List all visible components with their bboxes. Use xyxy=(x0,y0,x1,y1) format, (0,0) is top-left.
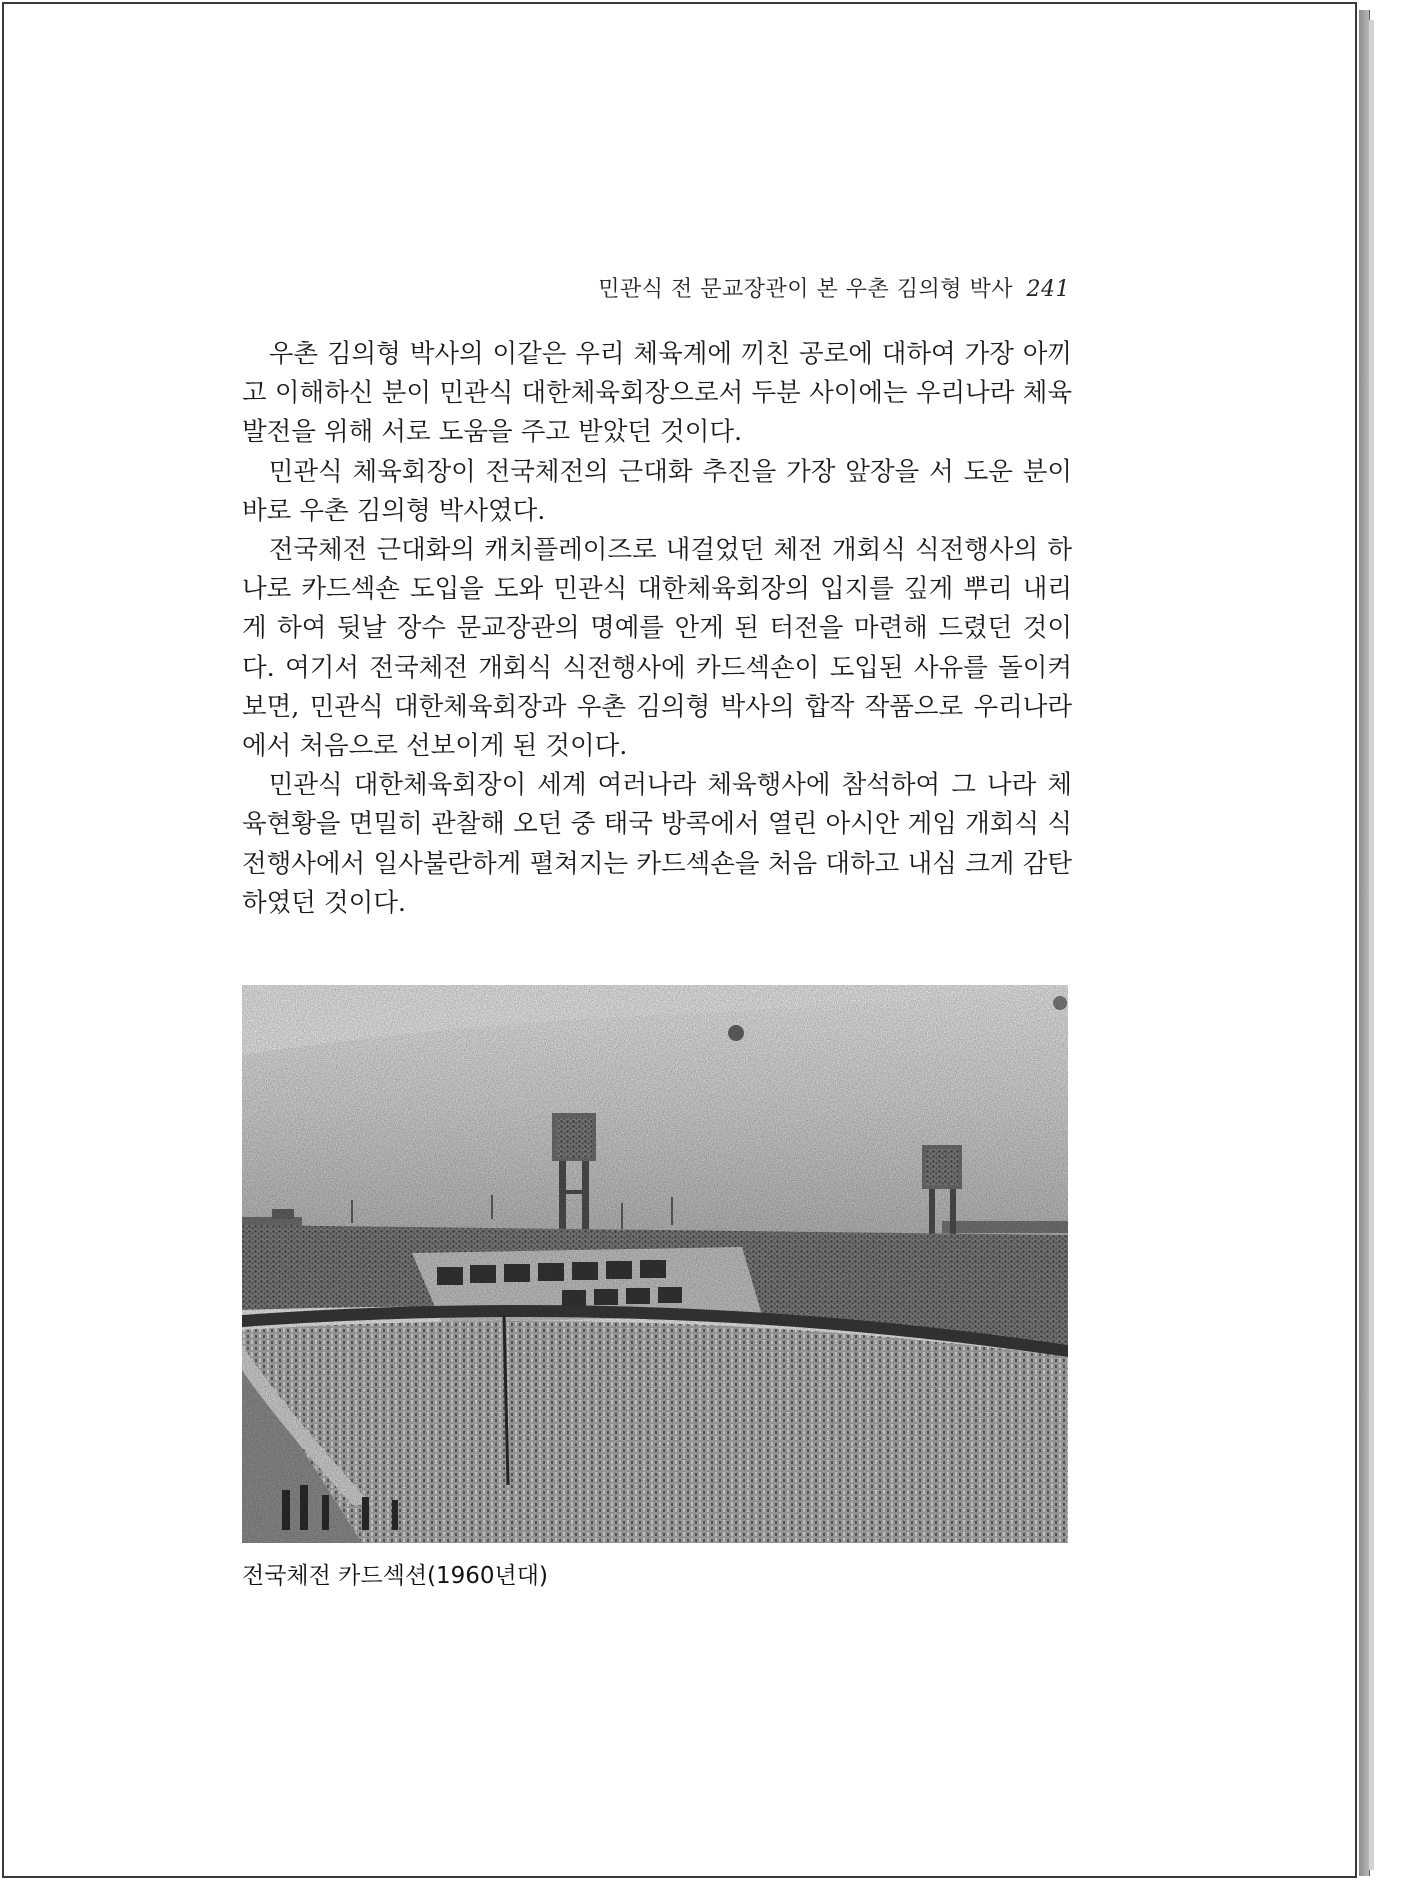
page-number: 241 xyxy=(1026,277,1070,302)
paragraph: 우촌 김의형 박사의 이같은 우리 체육계에 끼친 공로에 대하여 가장 아끼고 이해하신 분이 민관식 대한체육회장으로서 두분 사이에는 우리나라 체육발전을 위해 서로 도움을 주고 받았던 것이다. xyxy=(242,339,1072,448)
body-text xyxy=(242,335,1072,923)
paragraph: 민관식 체육회장이 전국체전의 근대화 추진을 가장 앞장을 서 도운 분이 바로 우촌 김의형 박사였다. xyxy=(242,456,1072,526)
stadium-card-section-photo xyxy=(242,985,1068,1543)
page-stack-edge-inner xyxy=(1369,20,1374,1870)
running-head-title: 민관식 전 문교장관이 본 우촌 김의형 박사 xyxy=(598,277,1013,302)
paragraph: 민관식 대한체육회장이 세계 여러나라 체육행사에 참석하여 그 나라 체육현황을 면밀히 관찰해 오던 중 태국 방콕에서 열린 아시안 게임 개회식 식전행사에서 일사불란하게 펼쳐지는 카드섹숀을 처음 대하고 내심 크게 감탄하였던 것이다. xyxy=(242,770,1072,918)
figure-caption: 전국체전 카드섹션(1960년대) xyxy=(242,1563,548,1589)
paragraph: 전국체전 근대화의 캐치플레이즈로 내걸었던 체전 개회식 식전행사의 하나로 카드섹숀 도입을 도와 민관식 대한체육회장의 입지를 깊게 뿌리 내리게 하여 뒷날 장수 문교장관의 명예를 안게 된 터전을 마련해 드렸던 것이다. 여기서 전국체전 개회식 식전행사에 카드섹숀이 도입된 사유를 돌이켜 보면, 민관식 대한체육회장과 우촌 김의형 박사의 합작 작품으로 우리나라에서 처음으로 선보이게 된 것이다. xyxy=(242,535,1072,762)
running-head xyxy=(420,272,1070,303)
